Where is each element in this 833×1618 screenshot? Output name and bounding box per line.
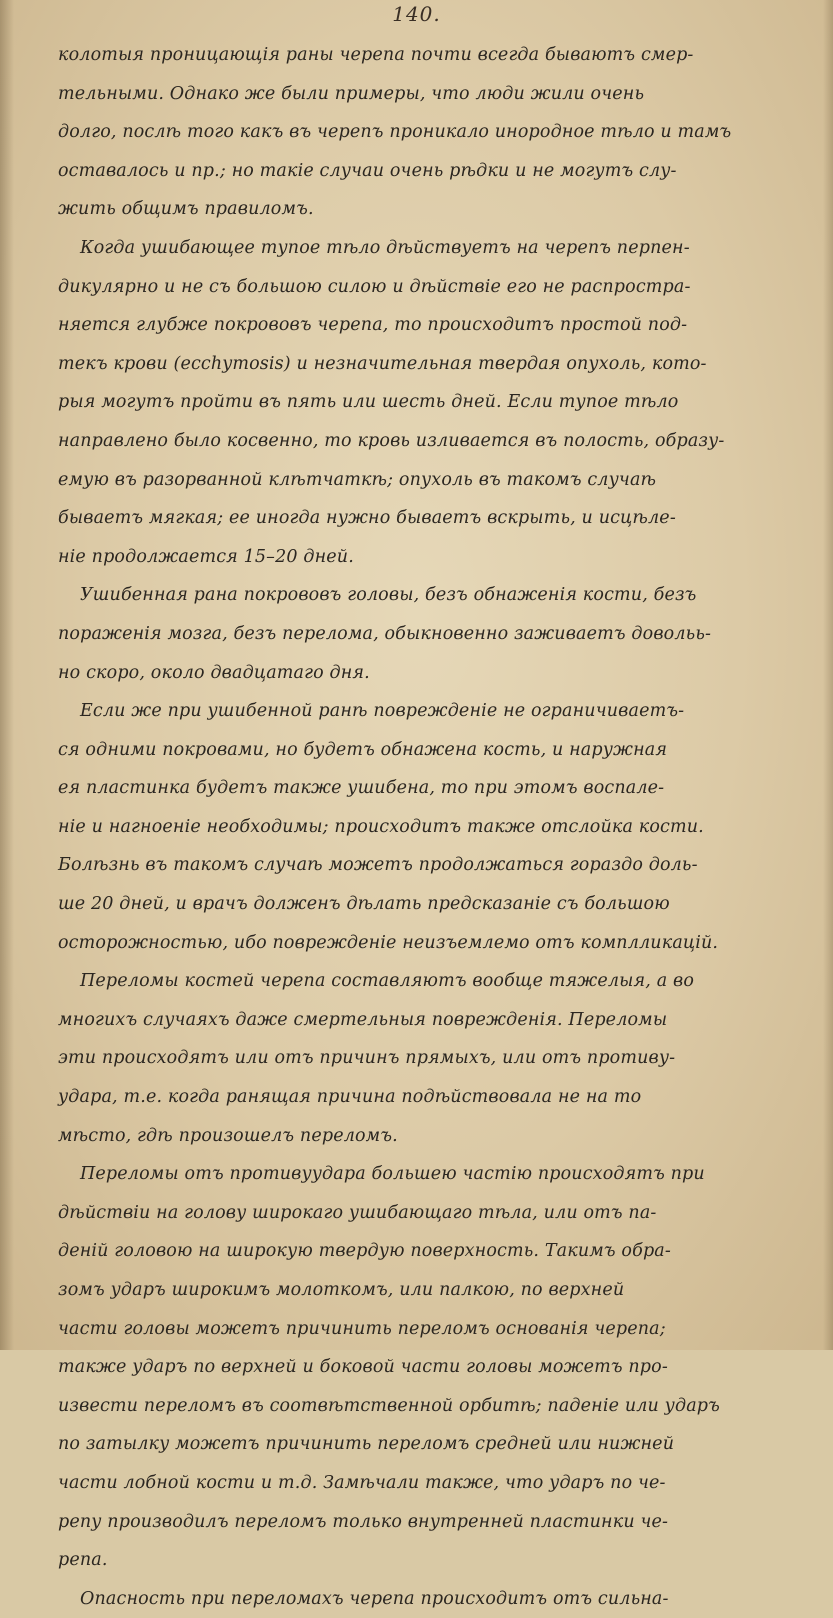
text-line: долго, послѣ того какъ въ черепъ проникало инородное тѣло и тамъ [58,122,732,143]
text-line: по затылку можетъ причинить переломъ средней или нижней [58,1434,675,1455]
text-line: Когда ушибающее тупое тѣло дѣйствуетъ на черепъ перпен- [80,237,690,258]
text-line: няется глубже покрововъ черепа, то происходитъ простой под- [58,315,688,336]
text-line: Опасность при переломахъ черепа происходитъ отъ сильна- [80,1588,669,1609]
text-line: колотыя проницающія раны черепа почти всегда бываютъ смер- [58,45,694,65]
text-line: Ушибенная рана покрововъ головы, безъ обнаженія кости, безъ [80,585,697,606]
text-line: ея пластинка будетъ также ушибена, то при этомъ воспале- [58,778,665,799]
text-line: текъ крови (ecchymosis) и незначительная твердая опухоль, кото- [58,353,707,374]
handwritten-text-body [58,36,810,1618]
page-number: 140. [392,2,441,26]
text-line: деній головою на широкую твердую поверхность. Такимъ обра- [58,1241,671,1262]
text-line: емую въ разорванной клѣтчаткѣ; опухоль въ такомъ случаѣ [58,469,657,490]
text-line: репа. [58,1550,108,1571]
text-line: ніе продолжается 15–20 дней. [58,546,354,567]
text-line: осторожностью, ибо поврежденіе неизъемлемо отъ комплликацій. [58,932,719,953]
text-line: репу производилъ переломъ только внутренней пластинки че- [58,1511,669,1532]
text-line: Переломы отъ противуудара большею частію происходятъ при [80,1164,705,1185]
text-line: Переломы костей черепа составляютъ вообще тяжелыя, а во [80,971,695,992]
text-line: зомъ ударъ широкимъ молоткомъ, или палкою, по верхней [58,1280,625,1300]
text-line: также ударъ по верхней и боковой части головы можетъ про- [58,1357,668,1378]
text-line: Болѣзнь въ такомъ случаѣ можетъ продолжаться гораздо доль- [58,855,698,876]
text-line: ся одними покровами, но будетъ обнажена кость, и наружная [58,739,668,760]
text-line: тельными. Однако же были примеры, что люди жили очень [58,83,645,104]
text-line: эти происходятъ или отъ причинъ прямыхъ, или отъ противу- [58,1048,676,1069]
text-line: ше 20 дней, и врачъ долженъ дѣлать предсказаніе съ большою [58,894,670,915]
text-line: извести переломъ въ соотвѣтственной орбитѣ; паденіе или ударъ [58,1395,720,1416]
text-line: пораженія мозга, безъ перелома, обыкновенно заживаетъ довольь- [58,623,712,644]
text-line: многихъ случаяхъ даже смертельныя поврежденія. Переломы [58,1009,668,1030]
text-line: направлено было косвенно, то кровь изливается въ полость, образу- [58,430,725,451]
text-line: жить общимъ правиломъ. [58,199,314,220]
text-line: части лобной кости и т.д. Замѣчали также, что ударъ по че- [58,1472,666,1493]
text-line: рыя могутъ пройти въ пять или шесть дней. Если тупое тѣло [58,392,679,413]
text-line: но скоро, около двадцатаго дня. [58,662,370,683]
text-line: мѣсто, гдѣ произошелъ переломъ. [58,1125,398,1146]
text-line: оставалось и пр.; но такіе случаи очень рѣдки и не могутъ слу- [58,160,677,181]
text-line: удара, т.е. когда ранящая причина подѣйствовала не на то [58,1087,642,1108]
text-line: дѣйствіи на голову широкаго ушибающаго тѣла, или отъ па- [58,1202,657,1223]
text-line: Если же при ушибенной ранѣ поврежденіе не ограничиваетъ- [80,701,685,722]
page-right-edge-shadow [823,0,833,1350]
text-line: ніе и нагноеніе необходимы; происходитъ также отслойка кости. [58,816,704,837]
text-line: части головы можетъ причинить переломъ основанія черепа; [58,1318,666,1339]
page-left-edge-shadow [0,0,14,1350]
text-line: бываетъ мягкая; ее иногда нужно бываетъ вскрыть, и исцѣле- [58,508,676,529]
text-line: дикулярно и не съ большою силою и дѣйствіе его не распростра- [58,276,691,297]
